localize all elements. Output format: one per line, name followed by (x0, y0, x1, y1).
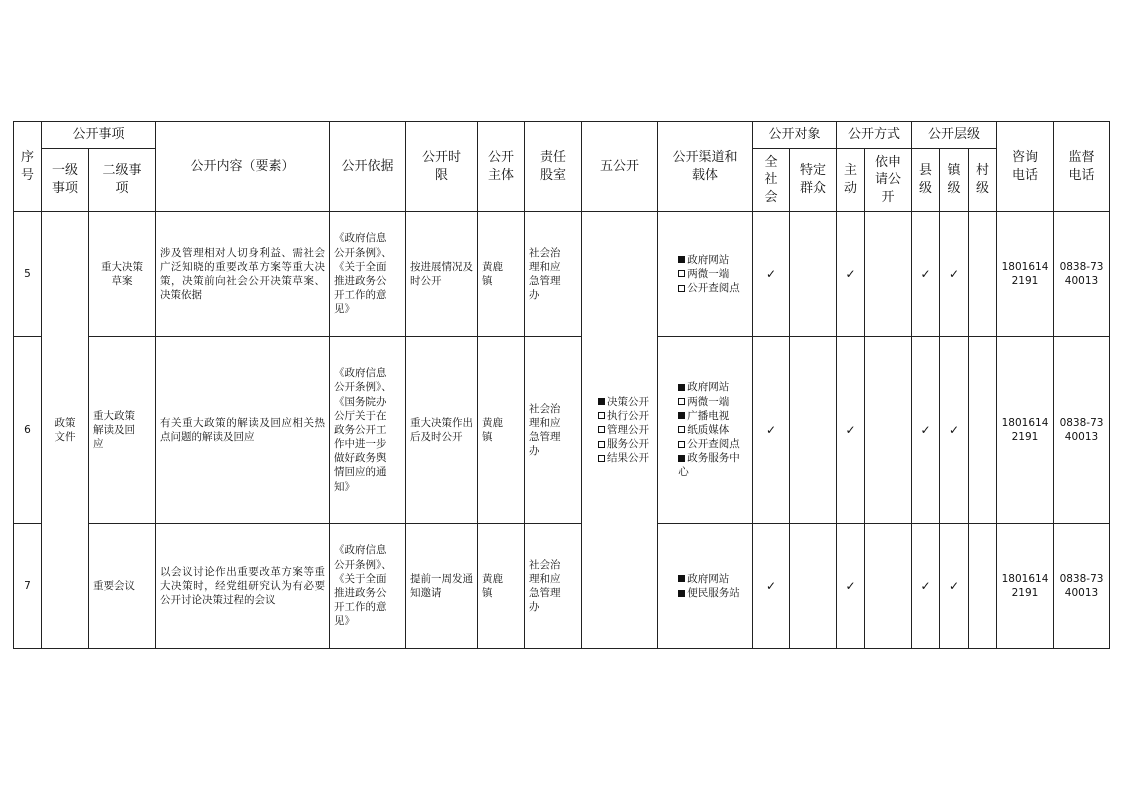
header-five-public: 五公开 (582, 122, 658, 212)
header-seq: 序 号 (14, 122, 42, 212)
row-basis: 《政府信息 公开条例》、 《关于全面 推进政务公 开工作的意 见》 (330, 524, 406, 649)
checked-box-icon (678, 590, 685, 597)
row-content: 涉及管理相对人切身利益、需社会广泛知晓的重要改革方案等重大决策，决策前向社会公开决策草案、决策依据 (156, 212, 330, 337)
tick-method-active: ✓ (837, 524, 865, 649)
channel-list (670, 380, 740, 479)
header-target: 公开对象 (753, 122, 837, 149)
option-item (598, 409, 649, 423)
row-supervise-phone: 0838-73 40013 (1054, 212, 1110, 337)
row-content: 以会议讨论作出重要改革方案等重大决策时，经党组研究认为有必要公开讨论决策过程的会议 (156, 524, 330, 649)
option-item (598, 451, 649, 465)
tick-level-county: ✓ (912, 212, 940, 337)
tick-level-town: ✓ (940, 212, 969, 337)
option-label: 政府网站 (687, 572, 730, 585)
row-consult-phone: 1801614 2191 (997, 337, 1054, 524)
checked-box-icon (678, 575, 685, 582)
row-content: 有关重大政策的解读及回应相关热点问题的解读及回应 (156, 337, 330, 524)
empty-target-specific (790, 524, 837, 649)
checked-box-icon (678, 412, 685, 419)
tick-method-active: ✓ (837, 212, 865, 337)
row-basis: 《政府信息 公开条例》、 《关于全面 推进政务公 开工作的意 见》 (330, 212, 406, 337)
row-time-limit: 提前一周发通知邀请 (406, 524, 478, 649)
row-seq: 5 (14, 212, 42, 337)
header-content: 公开内容（要素） (156, 122, 330, 212)
empty-method-request (865, 212, 912, 337)
option-label: 执行公开 (607, 409, 649, 422)
option-item (598, 423, 649, 437)
tick-target-all: ✓ (753, 337, 790, 524)
checked-box-icon (678, 384, 685, 391)
row-consult-phone: 1801614 2191 (997, 524, 1054, 649)
unchecked-box-icon (598, 426, 605, 433)
level1-policy-docs: 政策 文件 (42, 212, 89, 649)
option-item (678, 281, 740, 295)
header-method-request: 依申 请公 开 (865, 149, 912, 212)
tick-level-county: ✓ (912, 524, 940, 649)
channel-list (670, 572, 740, 600)
option-label: 决策公开 (607, 395, 649, 408)
unchecked-box-icon (678, 285, 685, 292)
option-label: 纸质媒体 (687, 423, 730, 436)
five-public-list (590, 395, 649, 466)
row-subject: 黄鹿 镇 (478, 337, 525, 524)
row-supervise-phone: 0838-73 40013 (1054, 524, 1110, 649)
header-public-items: 公开事项 (42, 122, 156, 149)
header-method-active: 主 动 (837, 149, 865, 212)
option-label: 服务公开 (607, 438, 649, 451)
header-level: 公开层级 (912, 122, 997, 149)
row-level2: 重要会议 (89, 524, 156, 649)
tick-target-all: ✓ (753, 524, 790, 649)
unchecked-box-icon (598, 455, 605, 462)
row-dept: 社会治 理和应 急管理 办 (525, 524, 582, 649)
option-item (598, 437, 649, 451)
empty-method-request (865, 337, 912, 524)
table-row (14, 524, 1110, 649)
row-channels (658, 212, 753, 337)
row-subject: 黄鹿 镇 (478, 212, 525, 337)
option-item (678, 437, 740, 451)
row-time-limit: 重大决策作出后及时公开 (406, 337, 478, 524)
header-row-top (14, 122, 1110, 149)
header-target-all: 全 社 会 (753, 149, 790, 212)
option-item (598, 395, 649, 409)
option-label: 结果公开 (607, 452, 649, 465)
disclosure-table (13, 121, 1110, 649)
header-method: 公开方式 (837, 122, 912, 149)
option-label: 两微一端 (687, 267, 730, 280)
option-item (678, 267, 740, 281)
option-item (678, 451, 740, 479)
header-level-county: 县 级 (912, 149, 940, 212)
unchecked-box-icon (598, 412, 605, 419)
header-level-town: 镇 级 (940, 149, 969, 212)
empty-target-specific (790, 212, 837, 337)
unchecked-box-icon (678, 441, 685, 448)
option-label: 两微一端 (687, 395, 730, 408)
row-dept: 社会治 理和应 急管理 办 (525, 212, 582, 337)
unchecked-box-icon (598, 441, 605, 448)
empty-level-village (969, 212, 997, 337)
option-item (678, 423, 740, 437)
option-item (678, 395, 740, 409)
row-time-limit: 按进展情况及时公开 (406, 212, 478, 337)
option-label: 政府网站 (687, 253, 730, 266)
tick-level-town: ✓ (940, 337, 969, 524)
channel-list (670, 253, 740, 296)
checked-box-icon (678, 256, 685, 263)
option-label: 政务服务中 心 (678, 452, 740, 479)
row-level2: 重大政策 解读及回 应 (89, 337, 156, 524)
tick-target-all: ✓ (753, 212, 790, 337)
unchecked-box-icon (678, 398, 685, 405)
option-label: 广播电视 (687, 409, 730, 422)
option-item (678, 253, 740, 267)
empty-target-specific (790, 337, 837, 524)
row-channels (658, 524, 753, 649)
header-consult-phone: 咨询 电话 (997, 122, 1054, 212)
tick-level-town: ✓ (940, 524, 969, 649)
option-item (678, 409, 740, 423)
option-item (678, 586, 740, 600)
header-level1: 一级 事项 (42, 149, 89, 212)
option-item (678, 572, 740, 586)
empty-level-village (969, 524, 997, 649)
empty-method-request (865, 524, 912, 649)
option-label: 公开查阅点 (687, 282, 740, 295)
option-item (678, 380, 740, 394)
row-seq: 7 (14, 524, 42, 649)
header-dept: 责任 股室 (525, 122, 582, 212)
table-row (14, 212, 1110, 337)
row-subject: 黄鹿 镇 (478, 524, 525, 649)
row-channels (658, 337, 753, 524)
row-supervise-phone: 0838-73 40013 (1054, 337, 1110, 524)
tick-method-active: ✓ (837, 337, 865, 524)
row-basis: 《政府信息 公开条例》、 《国务院办 公厅关于在 政务公开工 作中进一步 做好政务舆 情回应的通 知》 (330, 337, 406, 524)
header-level-village: 村 级 (969, 149, 997, 212)
row-seq: 6 (14, 337, 42, 524)
header-time-limit: 公开时 限 (406, 122, 478, 212)
unchecked-box-icon (678, 426, 685, 433)
row-level2: 重大决策 草案 (89, 212, 156, 337)
tick-level-county: ✓ (912, 337, 940, 524)
header-level2: 二级事 项 (89, 149, 156, 212)
unchecked-box-icon (678, 270, 685, 277)
option-label: 便民服务站 (687, 587, 740, 599)
table-row (14, 337, 1110, 524)
five-public-cell (582, 212, 658, 649)
header-subject: 公开 主体 (478, 122, 525, 212)
option-label: 政府网站 (687, 381, 730, 394)
header-target-specific: 特定 群众 (790, 149, 837, 212)
option-label: 管理公开 (607, 423, 649, 436)
checked-box-icon (598, 398, 605, 405)
option-label: 公开查阅点 (687, 438, 740, 451)
header-basis: 公开依据 (330, 122, 406, 212)
header-supervise-phone: 监督 电话 (1054, 122, 1110, 212)
empty-level-village (969, 337, 997, 524)
row-dept: 社会治 理和应 急管理 办 (525, 337, 582, 524)
header-channel: 公开渠道和 载体 (658, 122, 753, 212)
checked-box-icon (678, 455, 685, 462)
row-consult-phone: 1801614 2191 (997, 212, 1054, 337)
